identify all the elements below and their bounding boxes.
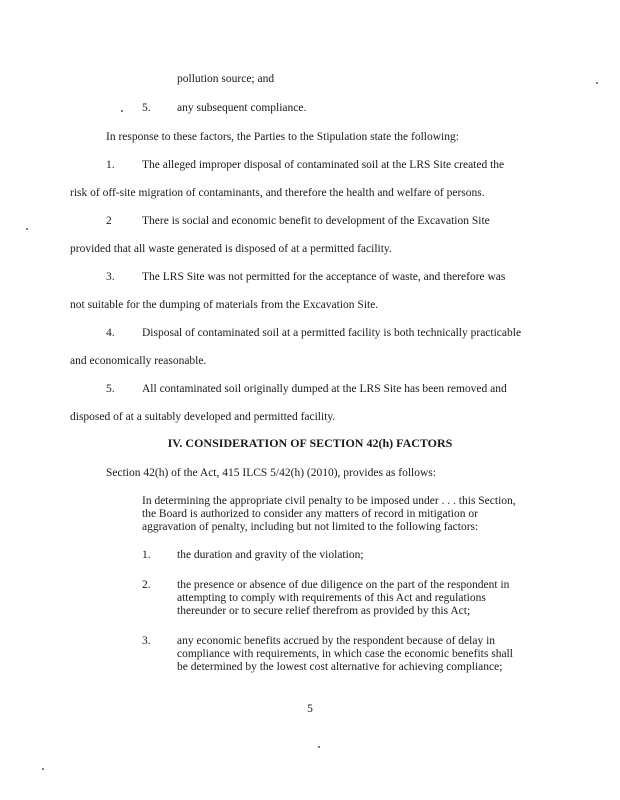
item-5-text: any subsequent compliance.: [177, 102, 307, 114]
response-line: not suitable for the dumping of materials from the Excavation Site.: [70, 299, 379, 311]
factor-number: 1.: [142, 549, 151, 561]
factor-line: be determined by the lowest cost alternative for achieving compliance;: [177, 661, 503, 673]
scan-speck: [121, 110, 123, 112]
factor-line: attempting to comply with requirements of this Act and regulations: [177, 592, 486, 604]
response-intro: In response to these factors, the Parties to the Stipulation state the following:: [106, 131, 459, 143]
response-line: All contaminated soil originally dumped at the LRS Site has been removed and: [142, 383, 507, 395]
scan-speck: [596, 82, 598, 84]
response-number: 1.: [106, 159, 115, 171]
quote-line: the Board is authorized to consider any matters of record in mitigation or: [142, 508, 478, 520]
response-line: disposed of at a suitably developed and permitted facility.: [70, 411, 336, 423]
section-intro: Section 42(h) of the Act, 415 ILCS 5/42(h) (2010), provides as follows:: [106, 467, 436, 479]
page-number: 5: [307, 703, 313, 715]
factor-line: thereunder or to secure relief therefrom as provided by this Act;: [177, 605, 471, 617]
scan-speck: [42, 768, 44, 770]
response-number: 2: [106, 215, 112, 227]
response-number: 4.: [106, 327, 115, 339]
response-line: The LRS Site was not permitted for the acceptance of waste, and therefore was: [142, 271, 506, 283]
factor-line: any economic benefits accrued by the respondent because of delay in: [177, 635, 496, 647]
response-line: There is social and economic benefit to development of the Excavation Site: [142, 215, 490, 227]
response-line: risk of off-site migration of contaminants, and therefore the health and welfare of persons.: [70, 187, 485, 199]
scan-speck: [26, 228, 28, 230]
continuation-line: pollution source; and: [177, 73, 275, 85]
quote-line: In determining the appropriate civil penalty to be imposed under . . . this Section,: [142, 495, 516, 507]
response-line: Disposal of contaminated soil at a permitted facility is both technically practicable: [142, 327, 522, 339]
scan-speck: [318, 746, 320, 748]
factor-line: the duration and gravity of the violation;: [177, 549, 364, 561]
response-number: 3.: [106, 271, 115, 283]
quote-line: aggravation of penalty, including but not limited to the following factors:: [142, 521, 479, 533]
item-5-number: 5.: [142, 102, 151, 114]
factor-number: 3.: [142, 635, 151, 647]
factor-line: the presence or absence of due diligence on the part of the respondent in: [177, 579, 510, 591]
response-line: provided that all waste generated is disposed of at a permitted facility.: [70, 243, 392, 255]
section-heading: IV. CONSIDERATION OF SECTION 42(h) FACTORS: [167, 436, 453, 450]
response-line: The alleged improper disposal of contaminated soil at the LRS Site created the: [142, 159, 505, 171]
factor-number: 2.: [142, 579, 151, 591]
response-number: 5.: [106, 383, 115, 395]
response-line: and economically reasonable.: [70, 355, 207, 367]
factor-line: compliance with requirements, in which case the economic benefits shall: [177, 648, 513, 660]
